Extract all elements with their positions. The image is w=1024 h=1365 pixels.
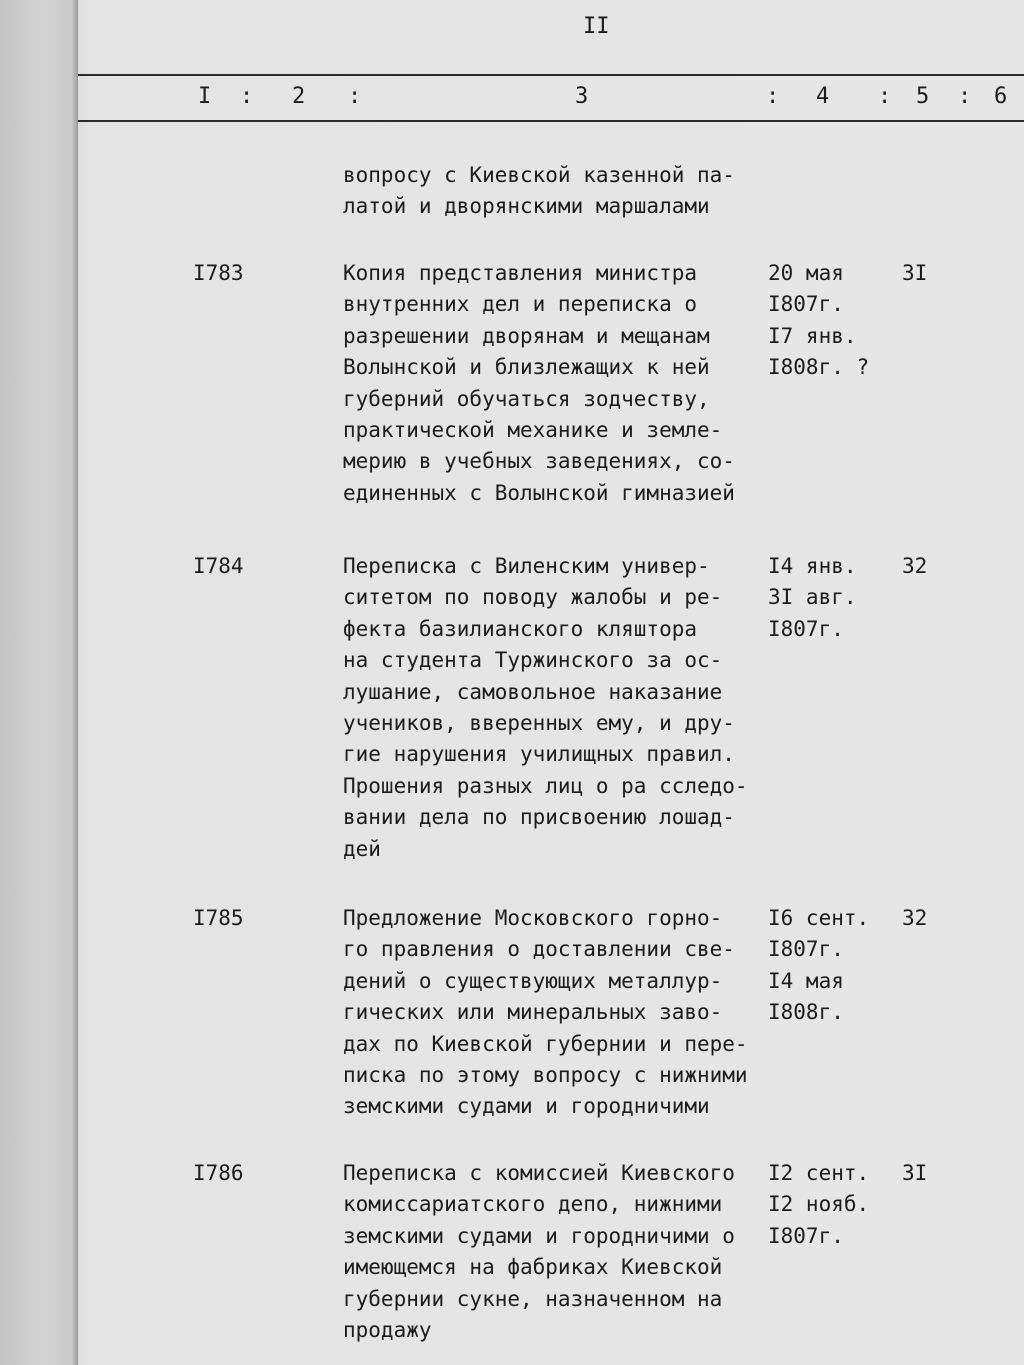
entry-sheets: 3I	[902, 261, 928, 285]
entry-sheets: 32	[902, 554, 928, 578]
entry-number: I785	[193, 906, 244, 930]
column-header-5: 5	[916, 84, 930, 109]
header-rule-top	[78, 74, 1024, 76]
entry-row	[78, 551, 1024, 881]
entry-dates: I4 янв. 3I авг. I807г.	[768, 554, 857, 641]
column-separator-1: :	[240, 84, 254, 109]
entry-row	[78, 903, 1024, 1133]
entry-description: Переписка с комиссией Киевского комиссариатского депо, нижними земскими судами и городничими о имеющемся на фабриках Киевской губернии сукне, назначенном на продажу	[343, 1161, 735, 1343]
column-separator-3: :	[766, 84, 780, 109]
entry-row	[78, 1158, 1024, 1358]
column-header-1: I	[198, 84, 212, 109]
entry-row	[78, 258, 1024, 518]
entry-dates: 20 мая I807г. I7 янв. I808г. ?	[768, 261, 870, 380]
column-separator-2: :	[348, 84, 362, 109]
column-separator-5: :	[958, 84, 972, 109]
column-header-2: 2	[292, 84, 306, 109]
continuation-text: вопросу с Киевской казенной па- латой и дворянскими маршалами	[343, 163, 735, 219]
column-header-3: 3	[575, 84, 589, 109]
entry-number: I786	[193, 1161, 244, 1185]
entry-description: Предложение Московского горно- го правления о доставлении све- дений о существующих металлур- гических или минеральных заво- дах по Киевской губернии и пере- писка по этому вопросу с нижними земскими судами и городничими	[343, 906, 748, 1119]
entry-number: I783	[193, 261, 244, 285]
header-rule-bottom	[78, 120, 1024, 122]
entry-number: I784	[193, 554, 244, 578]
book-spine-shadow	[0, 0, 78, 1365]
column-header-4: 4	[816, 84, 830, 109]
entry-description: Копия представления министра внутренних дел и переписка о разрешении дворянам и мещанам Волынской и близлежащих к ней губерний обучаться зодчеству, практической механике и земле- мерию в учебных заведениях, со- единенных с Волынской гимназией	[343, 261, 735, 505]
document-page	[78, 0, 1024, 1365]
entry-dates: I6 сент. I807г. I4 мая I808г.	[768, 906, 870, 1025]
entry-dates: I2 сент. I2 нояб. I807г.	[768, 1161, 870, 1248]
page-number: II	[583, 14, 610, 39]
continuation-block	[78, 160, 1024, 230]
entry-sheets: 3I	[902, 1161, 928, 1185]
column-separator-4: :	[878, 84, 892, 109]
entry-description: Переписка с Виленским универ- ситетом по поводу жалобы и ре- фекта базилианского кляштора на студента Туржинского за ос- лушание, самовольное наказание учеников, вверенных ему, и дру- гие нарушения училищных правил. Прошения разных лиц о ра сследо- вании дела по присвоению лошад- дей	[343, 554, 748, 861]
entry-sheets: 32	[902, 906, 928, 930]
column-header-6: 6	[994, 84, 1008, 109]
